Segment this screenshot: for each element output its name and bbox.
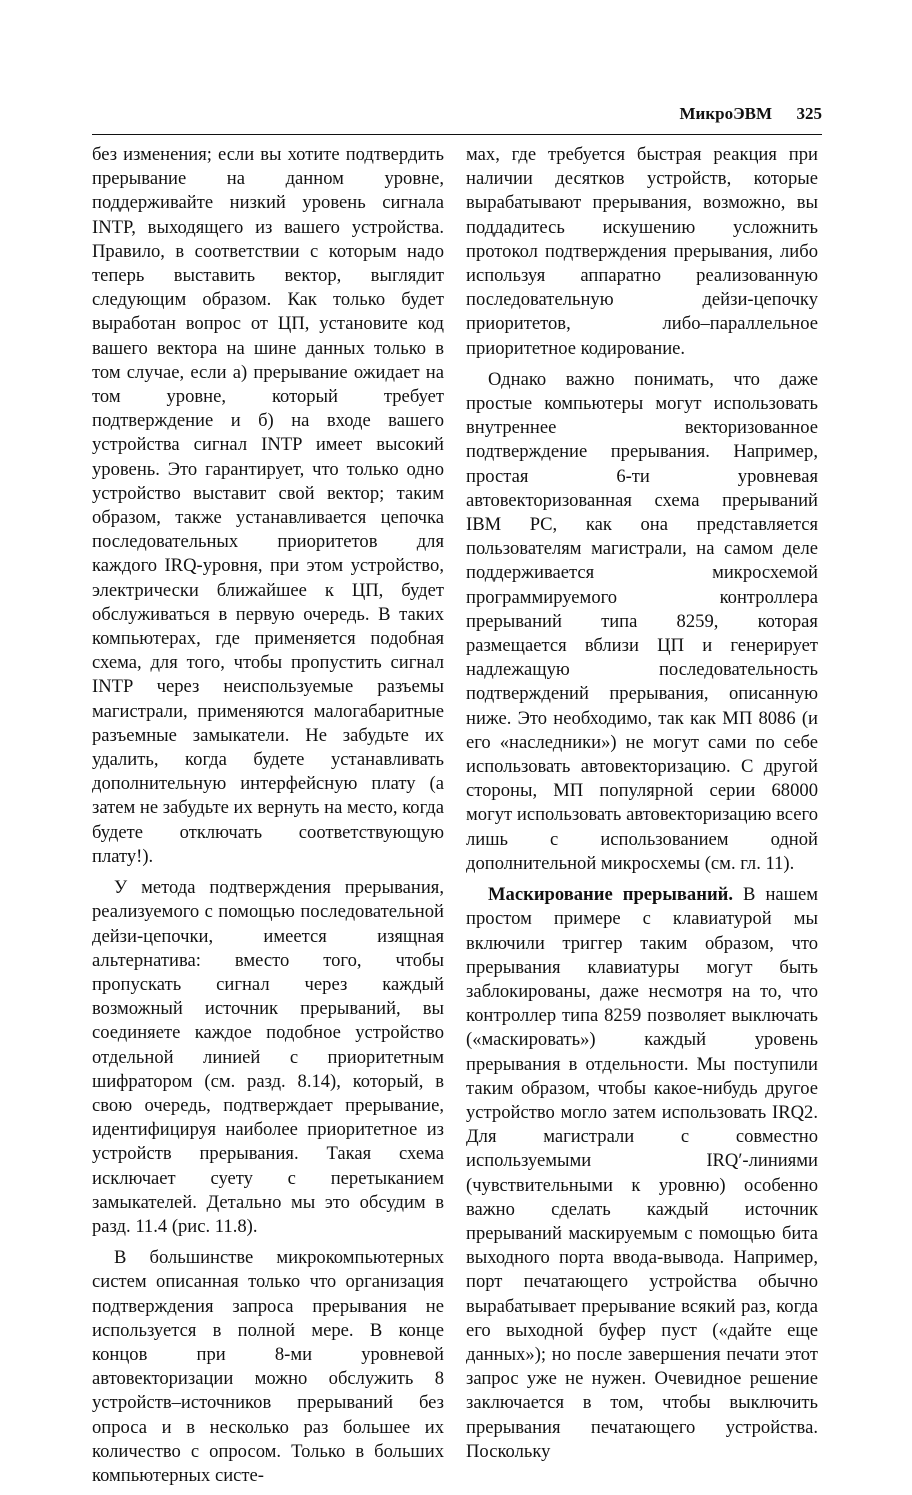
paragraph: У метода подтверждения прерывания, реализуемого с помощью последовательной дейзи-цепочки, имеется изящная альтернатива: вместо того, чтобы пропускать сигнал через каждый возможный источник прерываний, вы соединяете каждое подобное устройство отдельной линией с приоритетным шифратором (см. разд. 8.14), который, в свою очередь, подтверждает прерывание, идентифицируя наиболее приоритетное из устройств прерывания. Такая схема исключает суету с перетыканием замыкателей. Детально мы это обсудим в разд. 11.4 (рис. 11.8). — [92, 877, 444, 1237]
paragraph: Однако важно понимать, что даже простые компьютеры могут использовать внутреннее векторизованное подтверждение прерывания. Например, простая 6-ти уровневая автовекторизованная схема прерываний IBM PC, как она представляется пользователям магистрали, на самом деле поддерживается микросхемой программируемого контроллера прерываний типа 8259, которая размещается вблизи ЦП и генерирует надлежащую последовательность подтверждений прерывания, описанную ниже. Это необходимо, так как МП 8086 (и его «наследники») не могут сами по себе использовать автовекторизацию. С другой стороны, МП популярной серии 68000 могут использовать автовекторизацию всего лишь с использованием одной дополнительной микросхемы (см. гл. 11). — [466, 368, 818, 874]
left-column — [92, 143, 444, 1495]
paragraph-body: В нашем простом примере с клавиатурой мы включили триггер таким образом, что прерывания клавиатуры могут быть заблокированы, даже несмотря на то, что контроллер типа 8259 позволяет выключать («маскировать») каждый уровень прерывания в отдельности. Мы поступили таким образом, чтобы какое-нибудь другое устройство могло затем использовать IRQ2. Для магистрали с совместно используемыми IRQ′-линиями (чувствительными к уровню) особенно важно сделать каждый источник прерываний маскируемым с помощью бита выходного порта ввода-вывода. Например, порт печатающего устройства обычно вырабатывает прерывание всякий раз, когда его выходной буфер пуст («дайте еще данных»); но после завершения печати этот запрос уже не нужен. Очевидное решение заключается в том, чтобы выключить прерывания печатающего устройства. Поскольку — [466, 884, 818, 1462]
section-run-in-heading: Маскирование прерываний. — [488, 884, 734, 906]
header-title: МикроЭВМ — [679, 104, 772, 123]
right-column — [466, 143, 818, 1471]
paragraph-masking — [466, 883, 818, 1464]
paragraph: без изменения; если вы хотите подтвердить прерывание на данном уровне, поддерживайте низкий уровень сигнала INTP, выходящего из вашего устройства. Правило, в соответствии с которым надо теперь выставить вектор, выглядит следующим образом. Как только будет выработан вопрос от ЦП, установите код вашего вектора на шине данных только в том случае, если а) прерывание ожидает на том уровне, который требует подтверждение и б) на входе вашего устройства сигнал INTP имеет высокий уровень. Это гарантирует, что только одно устройство выставит свой вектор; таким образом, также устанавливается цепочка последовательных приоритетов для каждого IRQ-уровня, при этом устройство, электрически ближайшее к ЦП, будет обслуживаться в первую очередь. В таких компьютерах, где применяется подобная схема, для того, чтобы пропустить сигнал INTP через неиспользуемые разъемы магистрали, применяются малогабаритные разъемные замыкатели. Не забудьте их удалить, когда будете устанавливать дополнительную интерфейсную плату (а затем не забудьте их вернуть на место, когда будете отключать соответствующую плату!). — [92, 144, 444, 867]
running-header — [92, 100, 822, 135]
paragraph: В большинстве микрокомпьютерных систем описанная только что организация подтверждения запроса прерывания не используется в полной мере. В конце концов при 8-ми уровневой автовекторизации можно обслужить 8 устройств–источников прерываний без опроса и в несколько раз большее их количество с опросом. Только в больших компьютерных систе- — [92, 1247, 444, 1486]
paragraph: мах, где требуется быстрая реакция при наличии десятков устройств, которые вырабатывают прерывания, возможно, вы поддадитесь искушению усложнить протокол подтверждения прерывания, либо используя аппаратно реализованную последовательную дейзи-цепочку приоритетов, либо–параллельное приоритетное кодирование. — [466, 144, 818, 359]
page-number: 325 — [796, 104, 822, 123]
